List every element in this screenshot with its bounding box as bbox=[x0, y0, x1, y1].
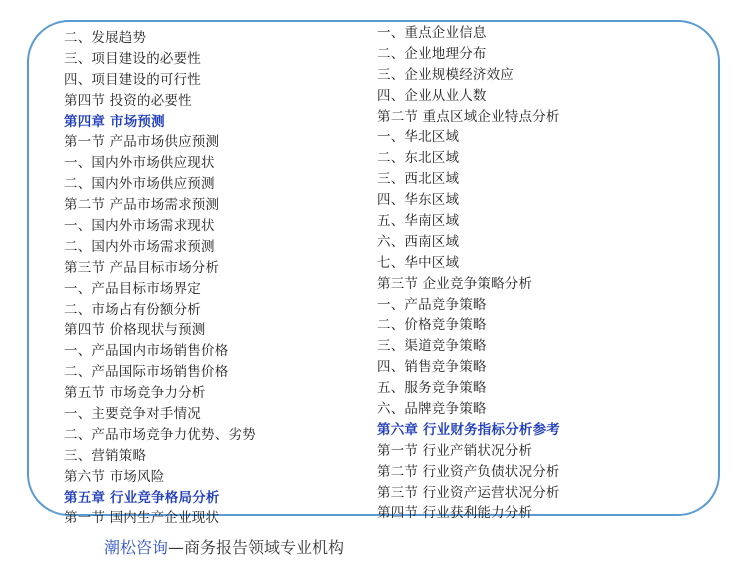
toc-entry: 三、项目建设的必要性 bbox=[64, 50, 201, 67]
toc-entry: 一、重点企业信息 bbox=[377, 25, 487, 41]
toc-entry: 五、华南区域 bbox=[377, 213, 460, 230]
toc-entry: 六、西南区域 bbox=[377, 233, 460, 250]
toc-entry: 二、企业地理分布 bbox=[377, 45, 487, 62]
toc-entry: 二、价格竞争策略 bbox=[377, 317, 487, 334]
toc-entry: 一、国内外市场供应现状 bbox=[64, 155, 215, 172]
toc-entry: 一、产品国内市场销售价格 bbox=[64, 343, 229, 360]
toc-entry: 一、主要竞争对手情况 bbox=[64, 406, 201, 423]
toc-entry: 三、企业规模经济效应 bbox=[377, 66, 514, 83]
toc-entry: 一、产品目标市场界定 bbox=[64, 280, 201, 297]
toc-entry: 二、东北区域 bbox=[377, 150, 460, 167]
toc-entry: 六、品牌竞争策略 bbox=[377, 401, 487, 418]
footer-brand: 潮松咨询 bbox=[104, 538, 169, 557]
toc-entry: 二、产品市场竞争力优势、劣势 bbox=[64, 426, 256, 443]
toc-entry: 第六节 市场风险 bbox=[64, 468, 165, 485]
footer-tagline: —商务报告领域专业机构 bbox=[168, 538, 345, 557]
toc-entry: 四、销售竞争策略 bbox=[377, 359, 487, 376]
toc-entry: 四、企业从业人数 bbox=[377, 87, 487, 104]
toc-entry: 二、国内外市场需求预测 bbox=[64, 238, 215, 255]
toc-entry: 二、市场占有份额分析 bbox=[64, 301, 201, 318]
toc-entry: 第二节 重点区域企业特点分析 bbox=[377, 108, 560, 125]
toc-entry: 二、发展趋势 bbox=[64, 30, 147, 46]
toc-entry: 第一节 行业产销状况分析 bbox=[377, 442, 533, 459]
toc-entry: 四、项目建设的可行性 bbox=[64, 71, 201, 88]
toc-entry: 四、华东区域 bbox=[377, 192, 460, 209]
toc-left-column bbox=[64, 28, 364, 529]
toc-entry: 第二节 行业资产负债状况分析 bbox=[377, 463, 560, 480]
toc-entry: 二、国内外市场供应预测 bbox=[64, 176, 215, 193]
toc-entry: 第二节 产品市场需求预测 bbox=[64, 197, 220, 214]
toc-entry: 一、国内外市场需求现状 bbox=[64, 218, 215, 235]
toc-entry: 五、服务竞争策略 bbox=[377, 380, 487, 397]
toc-entry: 一、产品竞争策略 bbox=[377, 296, 487, 313]
toc-chapter-heading: 第六章 行业财务指标分析参考 bbox=[377, 421, 560, 438]
toc-right-column bbox=[377, 23, 717, 524]
toc-entry: 一、华北区域 bbox=[377, 129, 460, 146]
toc-chapter-heading: 第四章 市场预测 bbox=[64, 113, 165, 130]
toc-entry: 第一节 国内生产企业现状 bbox=[64, 510, 220, 527]
toc-entry: 第四节 价格现状与预测 bbox=[64, 322, 206, 339]
footer bbox=[104, 535, 344, 558]
toc-entry: 三、西北区域 bbox=[377, 171, 460, 188]
toc-entry: 第三节 企业竞争策略分析 bbox=[377, 275, 533, 292]
toc-entry: 三、渠道竞争策略 bbox=[377, 338, 487, 355]
toc-chapter-heading: 第五章 行业竞争格局分析 bbox=[64, 489, 220, 506]
toc-entry: 第三节 行业资产运营状况分析 bbox=[377, 484, 560, 501]
toc-entry: 三、营销策略 bbox=[64, 447, 147, 464]
toc-entry: 七、华中区域 bbox=[377, 254, 460, 271]
toc-entry: 第一节 产品市场供应预测 bbox=[64, 134, 220, 151]
toc-entry: 第四节 行业获利能力分析 bbox=[377, 505, 533, 522]
toc-entry: 第三节 产品目标市场分析 bbox=[64, 259, 220, 276]
toc-entry: 第五节 市场竞争力分析 bbox=[64, 385, 206, 402]
toc-entry: 第四节 投资的必要性 bbox=[64, 92, 192, 109]
toc-entry: 二、产品国际市场销售价格 bbox=[64, 364, 229, 381]
